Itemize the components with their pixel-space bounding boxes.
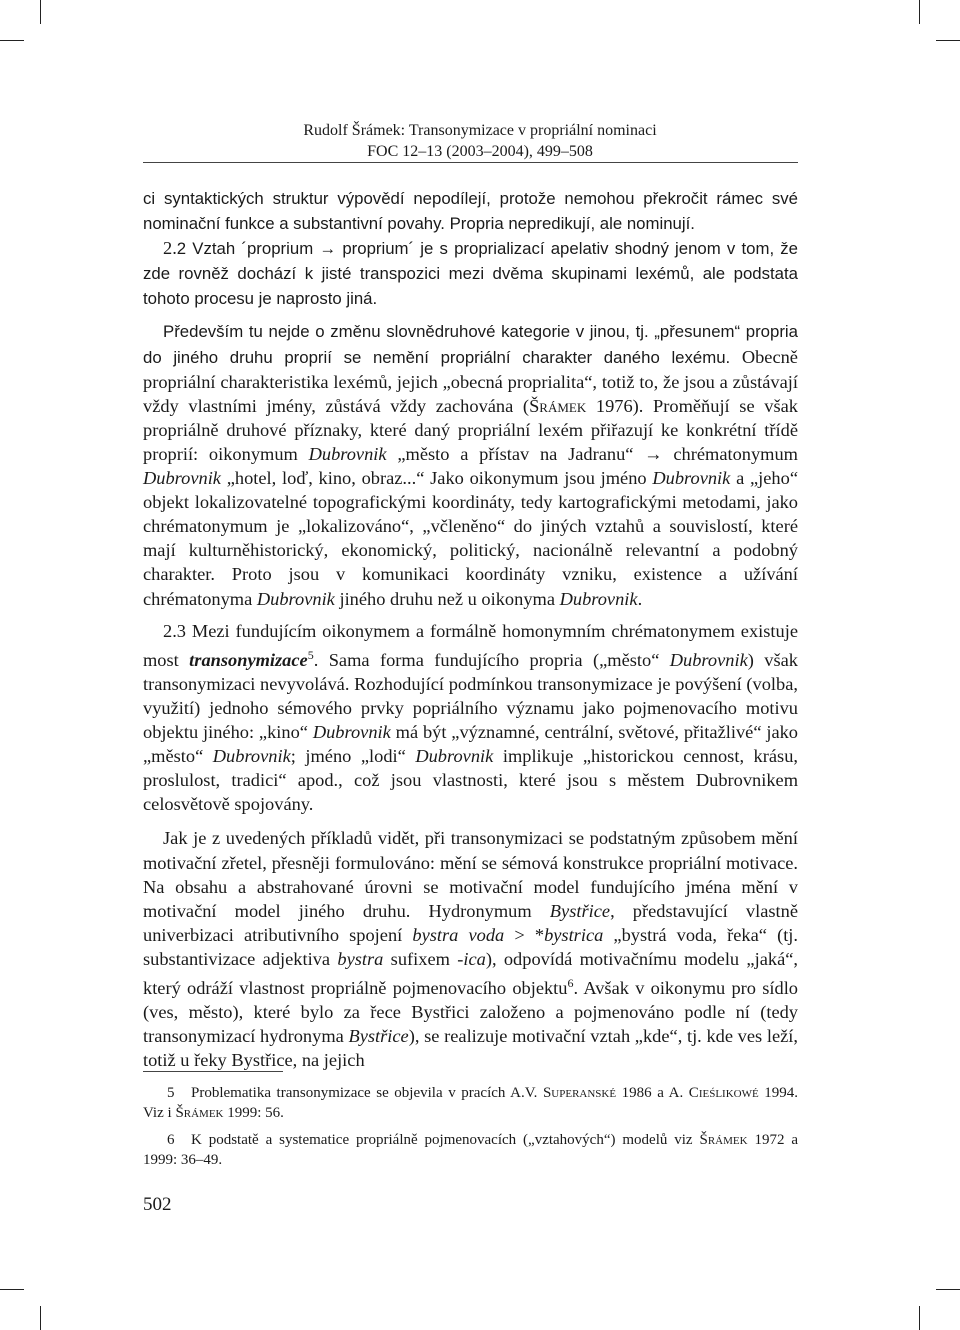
- paragraph-continued: ci syntaktických struktur výpovědí nepodílejí, protože nemohou překročit rámec své nominační funkce a substantivní povahy. Propria nepredikují, ale nominují.: [143, 189, 798, 234]
- crop-mark-bottom-left-v: [40, 1306, 41, 1330]
- crop-mark-top-right-v: [919, 0, 920, 24]
- running-header-citation: FOC 12–13 (2003–2004), 499–508: [367, 143, 593, 160]
- crop-mark-top-right-h: [936, 40, 960, 41]
- crop-mark-bottom-right-h: [936, 1289, 960, 1290]
- page-number: 502: [143, 1194, 172, 1215]
- paragraph-predevsim: Především tu nejde o změnu slovnědruhové kategorie v jinou, tj. „přesunem“ propria do jiného druhu proprií se nemění propriální charakter daného lexému. Obecně propriální charakteristika lexémů, jejich „obecná proprialita“, totiž to, že jsou a zůstávají vždy vlastními jmény, zůstává vždy zachována (Šrámek 1976). Proměňují se však propriálně druhové příznaky, které daný propriální lexém přiřazují ke konkrétní třídě proprií: oikonymum Dubrovnik „město a přístav na Jadranu“ → chrématonymum Dubrovnik „hotel, loď, kino, obraz...“ Jako oikonymum jsou jméno Dubrovnik a „jeho“ objekt lokalizovatelné topografickými koordináty, tedy kartografickými metodami, jako chrématonymum je „lokalizováno“, „včleněno“ do jiných vztahů a souvislostí, které mají kulturněhistorický, ekonomický, politický, nacionálně relevantní a podobný charakter. Proto jsou v komunikaci koordináty vzniku, existence a užívání chrématonyma Dubrovnik jiného druhu než u oikonyma Dubrovnik.: [143, 322, 798, 609]
- crop-mark-top-left-v: [40, 0, 41, 24]
- crop-mark-bottom-left-h: [0, 1289, 24, 1290]
- crop-mark-bottom-right-v: [919, 1306, 920, 1330]
- running-header: [0, 120, 960, 162]
- footnote-6: 6 K podstatě a systematice propriálně pojmenovacích („vztahových“) modelů viz Šrámek 1972 a 1999: 36–49.: [143, 1132, 798, 1168]
- body-text: [143, 186, 798, 1073]
- footnote-rule: [143, 1071, 283, 1072]
- footnotes: [143, 1084, 798, 1170]
- running-header-title: Rudolf Šrámek: Transonymizace v propriální nominaci: [303, 122, 657, 139]
- header-rule: [143, 162, 798, 163]
- footnote-5: 5 Problematika transonymizace se objevila v pracích A.V. Superanské 1986 a A. Cieślikowé 1994. Viz i Šrámek 1999: 56.: [143, 1085, 799, 1121]
- paragraph-2-3: 2.3 Mezi fundujícím oikonymem a formálně homonymním chrématonymem existuje most transonymizace$^5$. Sama forma fundujícího propria („město“ Dubrovnik) však transonymizaci nevyvolává. Rozhodující podmínkou transonymizace je povýšení (volba, využití) jednoho sémového prvky popriálního významu jako pojmenovacího motivu objektu jiného: „kino“ Dubrovnik má být „významné, centrální, světové, přitažlivé“ jako „město“ Dubrovnik; jméno „lodi“ Dubrovnik implikuje „historickou cennost, krásu, proslulost, tradici“ apod., což jsou vlastnosti, které jsou s městem Dubrovnikem celosvětově spojovány.: [143, 620, 798, 815]
- crop-mark-top-left-h: [0, 40, 24, 41]
- paragraph-jak-je: Jak je z uvedených příkladů vidět, při transonymizaci se podstatným způsobem mění motivační zřetel, přesněji formulováno: mění se sémová konstrukce propriální motivace. Na obsahu a abstrahované úrovni se motivační model fundujícího jména mění v motivační model jiného druhu. Hydronymum Bystřice, představující vlastně univerbizaci atributivního spojení bystra voda > *bystrica „bystrá voda, řeka“ (tj. substantivizace adjektiva bystra sufixem -ica), odpovídá motivačnímu modelu „jaká“, který odráží vlastnost propriálně pojmenovacího objektu$^6$. Avšak v oikonymu pro sídlo (ves, město), které bylo za řece Bystřici založeno a pojmenováno podle ní (tedy transonymizací hydronyma Bystřice), se realizuje motivační vztah „kde“, tj. kde ves leží, totiž u řeky Bystřice, na jejich: [143, 828, 799, 1071]
- paragraph-2-2: 2.2 Vztah ´proprium → proprium´ je s proprializací apelativ shodný jenom v tom, že zde rovněž dochází k jisté transpozici mezi dvěma skupinami lexémů, ale podstata tohoto procesu je naprosto jiná.: [143, 238, 798, 309]
